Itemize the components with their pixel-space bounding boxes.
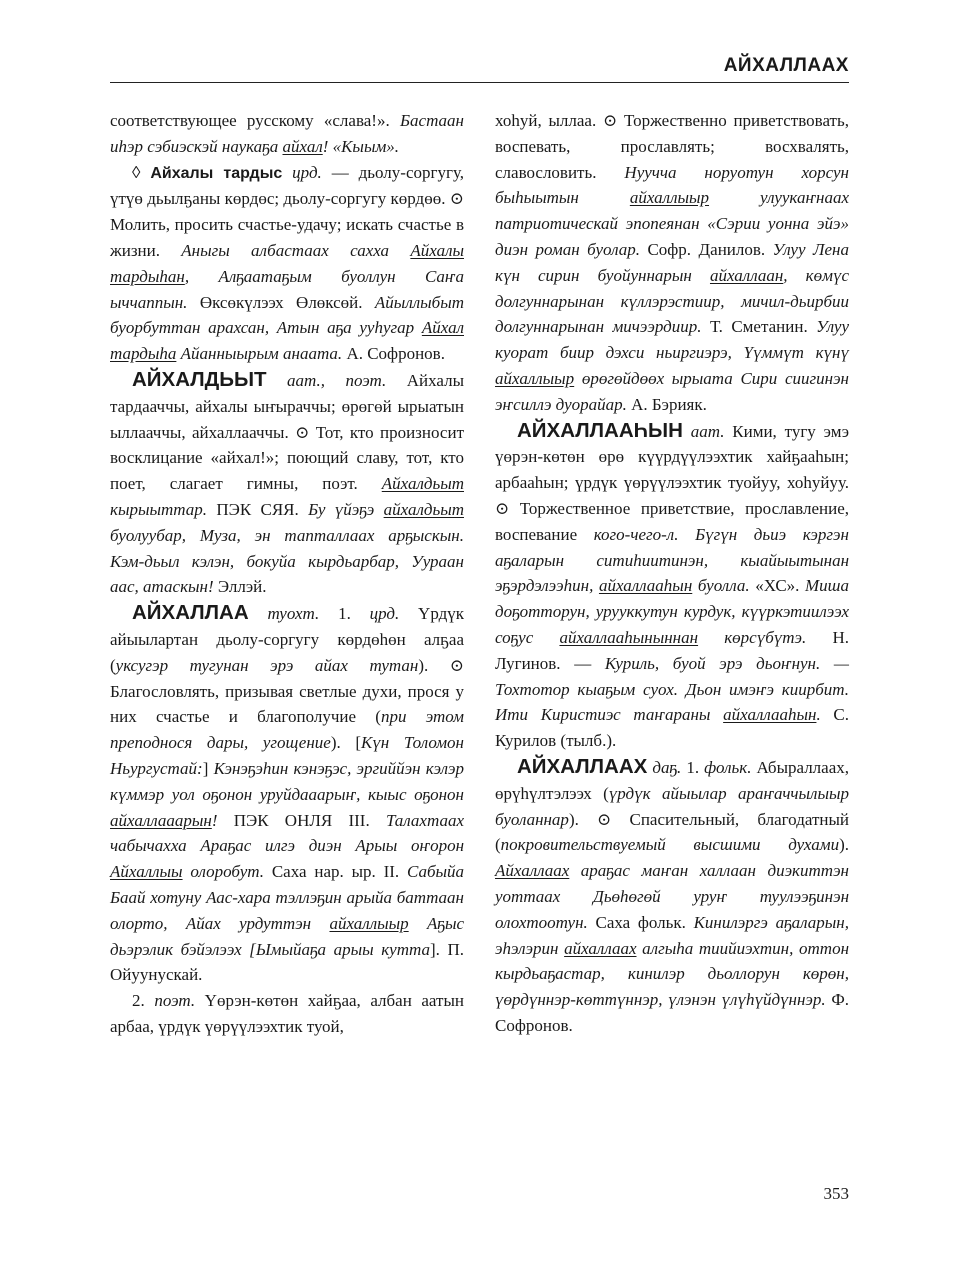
entry-aykhallaa-sense-2: 2. поэт. Үөрэн-көтөн хайҕаа, албан аатын арбаа, үрдүк үөрүүлээхтик туой, [110,991,464,1036]
running-head: АЙХАЛЛААХ [723,55,849,76]
entry-aykhallaa: АЙХАЛЛАА туохт. 1. црд. Үрдүк айыылартан дьолу-соргугу көрдөһөн алҕаа (уксугэр тугунан эрэ айах тутан). ⊙ Благословлять, призывая светлые духи, прося у них счастье и благополучие (при этом преподнося дары, угощение). [Күн Толомон Ньургустай:] Кэнэҕэһин кэнэҕэс, эргиййэн кэлэр күммэр уол оҕонон уруйдааарыҥ, кыыс оҕонон айхаллааарын! ПЭК ОНЛЯ III. Талахтаах чабычахха Араҕас илгэ диэн Арыы оҥорон Айхаллыы олоробут. Саха нар. ыр. II. Сабыйа Баай хотуну Аас-хара тэллэҕин арыйа баттаан олорто, Айах урдуттэн айхаллыыр Аҕыс дьэрэлик бэйэлээх [Ымыйаҕа арыы кутта]. П. Ойуунускай. [110,601,465,985]
entry-phrase-aykhaly-tardys: ◊ Айхалы тардыс црд. — дьолу-соргугу, үтүө дьылҕаны көрдөс; дьолу-соргугу көрдөө. ⊙ Молить, просить счастье-удачу; искать счастье в жизни. Аныгы албастаах сахха Айхалы тардыһан, Алҕаатаҕым буоллун Саҥа ыччаппын. Өксөкүлээх Өлөксөй. Айыллыбыт буорбуттан арахсан, Атын аҕа ууһугар Айхал тардыһа Айанныырым анаата. А. Софронов. [110,162,464,364]
right-column [495,108,849,1039]
entry-aykhallaakh: АЙХАЛЛААХ даҕ. 1. фольк. Абыраллаах, өрүһүлтэлээх (үрдүк айыылар араҥаччылыыр буоланнар). ⊙ Спасительный, благодатный (покровительствуемый высшими духами). Айхаллаах араҕас маҥан халлаан диэкиттэн уоттаах Дьөһөгөй уруҥ туулээҕинэн олохтоотун. Саха фольк. Кинилэргэ аҕаларын, эһэлэрин айхаллаах алгыһа тиийиэхтин, оттон кырдьаҕастар, кинилэр дьоллорун көрөн, үөрдүннэр-көттүннэр, үлэнэн үлүһүйдүннэр. Ф. Софронов. [495,754,849,1035]
left-column [110,108,464,1040]
headword: АЙХАЛЛААХ [517,754,648,778]
entry-aykhaldyyt: АЙХАЛДЬЫТ аат., поэт. Айхалы тардааччы, айхалы ыҥыраччы; өрөгөй ырыатын ыллааччы, айхаллааччы. ⊙ Тот, кто произносит восклицание «айхал!»; поющий славу, тот, кто поет, слагает гимны, поэт. Айхалдьыт кырыыттар. ПЭК СЯЯ. Бу үйэҕэ айхалдьыт буолуубар, Муза, эн тапталлаах арҕыскын. Кэм-дьыл кэлэн, бокуйа кырдьарбар, Уураан аас, атаскын! Эллэй. [110,367,464,597]
header-rule [110,82,849,83]
entry-continuation: хоһуй, ыллаа. ⊙ Торжественно приветствовать, воспевать, прославлять; восхвалять, славословить. Нууччa норуотун хорсун быһыытын айхаллыыр улуукаҥнаах патриотическай эпопеянан «Сэрии уонна эйэ» диэн роман буолар. Софр. Данилов. Улуу Лена күн сирин буойуннарын айхаллаан, көмүс долгуннарынан күллэрэстиир, мичил-дьирбии долгуннарынан мичээрдиир. Т. Сметанин. Улуу куорат биир дэхси ньиргиэрэ, Үүммүт күнү айхаллыыр өрөгөйдөөх ырыата Сири сиигинэн эҥсиллэ дуорайар. А. Бэрияк. [495,111,849,414]
headword: АЙХАЛЛААҺЫН [517,418,683,442]
headword: АЙХАЛДЬЫТ [132,367,267,391]
entry-continuation: соответствующее русскому «слава!». Бастаан иһэр сэбиэскэй наукаҕа айхал! «Кыым». [110,111,464,156]
headword: АЙХАЛЛАА [132,601,249,625]
page-number: 353 [823,1184,849,1203]
entry-aykhallaahyn: АЙХАЛЛААҺЫН аат. Кими, тугу эмэ үөрэн-көтөн өрө күүрдүүлээхтик хайҕааһын; арбааһын; үрдүк үөрүүлээхтик туойуу, хоһуйуу. ⊙ Торжественное приветствие, прославление, воспевание кого-чего-л. Бүгүн дьиэ кэргэн аҕаларын ситиһиитинэн, кыайыытынан эҕэрдэлээһин, айхаллааһын буолла. «ХС». Миша доҕотторун, урууккутун курдук, күүркэтиилээх соҕус айхаллааһыныннан көрсүбүтэ. Н. Лугинов. — Куриль, буой эрэ дьоҥнун. — Тохтотор кыаҕым суох. Дьон имэҥэ киирбит. Ити Киристиэс таҥараны айхаллааһын. С. Курилов (тылб.). [495,418,849,751]
